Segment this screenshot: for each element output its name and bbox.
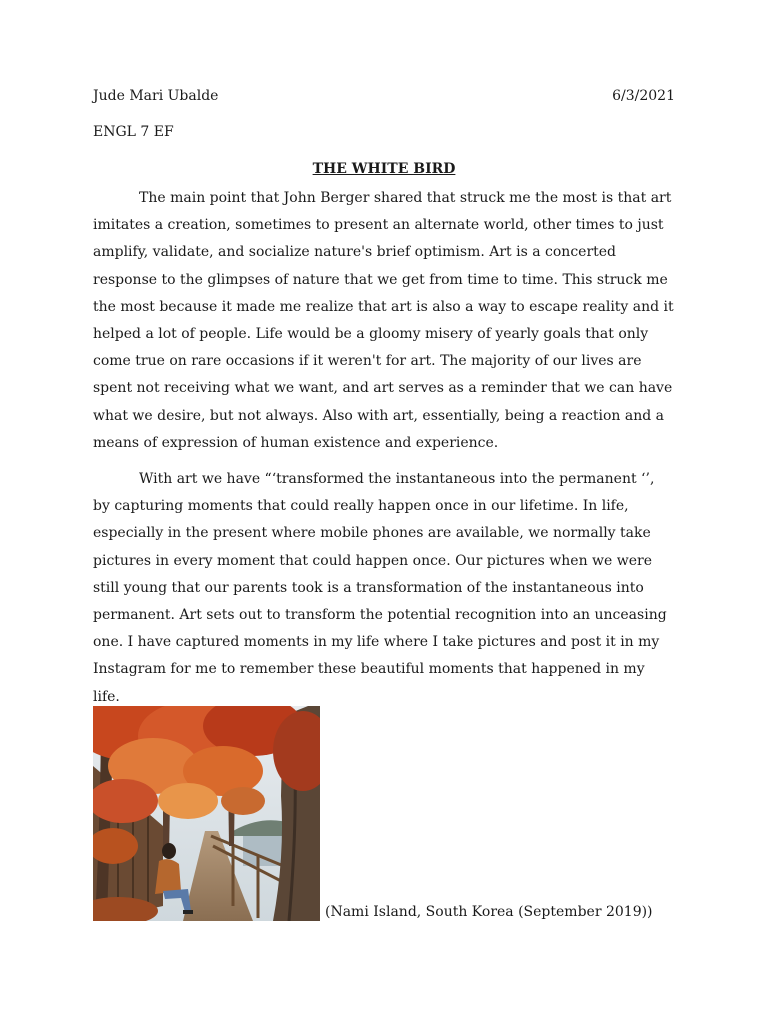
autumn-path-photo	[93, 706, 320, 921]
essay-title: THE WHITE BIRD	[312, 161, 456, 177]
course-code: ENGL 7 EF	[93, 124, 174, 140]
figure	[93, 706, 653, 921]
photo-caption: (Nami Island, South Korea (September 2019))	[325, 904, 653, 920]
header-row	[93, 86, 675, 106]
author-name: Jude Mari Ubalde	[93, 88, 219, 104]
document-page	[93, 86, 675, 711]
paragraph-2: With art we have “‘transformed the instantaneous into the permanent ‘’, by capturing moments that could really happen once in our lifetime. In life, especially in the present where mobile phones are available, we normally take pictures in every moment that could happen once. Our pictures when we were still young that our parents took is a transformation of the instantaneous into permanent. Art sets out to transform the potential recognition into an unceasing one. I have captured moments in my life where I take pictures and post it in my Instagram for me to remember these beautiful moments that happened in my life.	[93, 471, 667, 705]
document-date: 6/3/2021	[612, 88, 675, 104]
paragraph-1: The main point that John Berger shared that struck me the most is that art imitates a creation, sometimes to present an alternate world, other times to just amplify, validate, and socialize nature's brief optimism. Art is a concerted response to the glimpses of nature that we get from time to time. This struck me the most because it made me realize that art is also a way to escape reality and it helped a lot of people. Life would be a gloomy misery of yearly goals that only come true on rare occasions if it weren't for art. The majority of our lives are spent not receiving what we want, and art serves as a reminder that we can have what we desire, but not always. Also with art, essentially, being a reaction and a means of expression of human existence and experience.	[93, 190, 674, 451]
